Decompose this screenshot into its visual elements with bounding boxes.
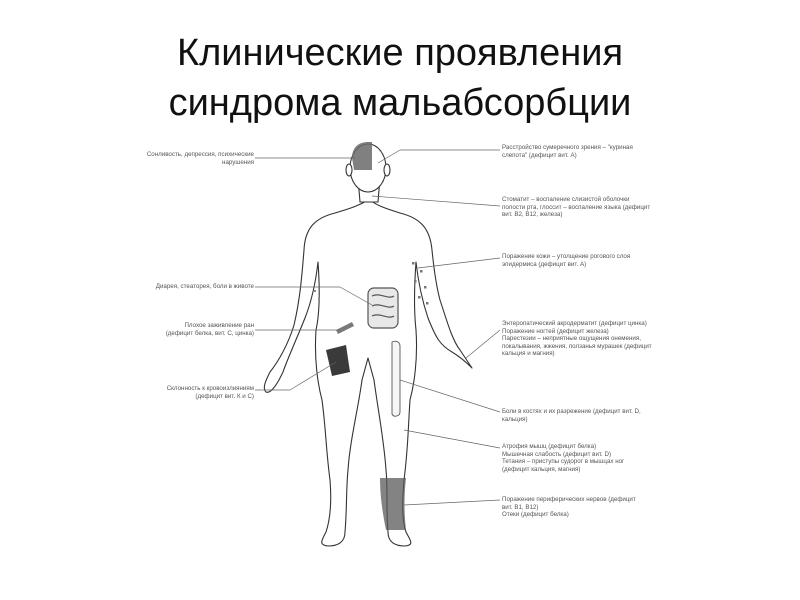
label-stomatitis: Стоматит – воспаление слизистой оболочки полости рта, глоссит – воспаление языка (дефицит вит. B2, B12, железа) (502, 196, 651, 219)
label-bone-pain: Боли в костях и их разрежение (дефицит вит. D, кальция) (502, 408, 641, 423)
label-muscle-atrophy: Атрофия мышц (дефицит белка) Мышечная слабость (дефицит вит. D) Тетания – приступы судорог в мышцах ног (дефицит кальция, магния) (502, 443, 625, 473)
edema-mark (380, 478, 406, 530)
label-diarrhea: Диарея, стеаторея, боли в животе (155, 283, 254, 290)
label-hemorrhage: Склонность к кровоизлияниям (дефицит вит. К и С) (166, 385, 254, 400)
title-line-1: Клинические проявления (176, 32, 624, 74)
label-peripheral-nerves: Поражение периферических нервов (дефицит вит. B1, B12) Отеки (дефицит белка) (502, 496, 636, 519)
leg-bone (392, 341, 400, 416)
body-outline (264, 144, 472, 546)
label-acrodermatitis: Энтеропатический акродерматит (дефицит цинка) Поражение ногтей (дефицит железа) Парестезии – неприятные ощущения онемения, покалывания, жжения, ползанья мурашек (дефицит кальция и магния) (502, 320, 652, 358)
label-drowsiness: Сонливость, депрессия, психические нарушения (146, 151, 254, 166)
label-skin-lesion: Поражение кожи – утолщение рогового слоя эпидермиса (дефицит вит. А) (502, 253, 631, 268)
title-line-2: синдрома мальабсорбции (168, 82, 632, 124)
intestines (368, 288, 398, 328)
label-wound-healing: Плохое заживление ран (дефицит белка, вит. С, цинка) (165, 322, 254, 337)
label-night-blindness: Расстройство сумеречного зрения – "куриная слепота" (дефицит вит. А) (502, 144, 633, 159)
